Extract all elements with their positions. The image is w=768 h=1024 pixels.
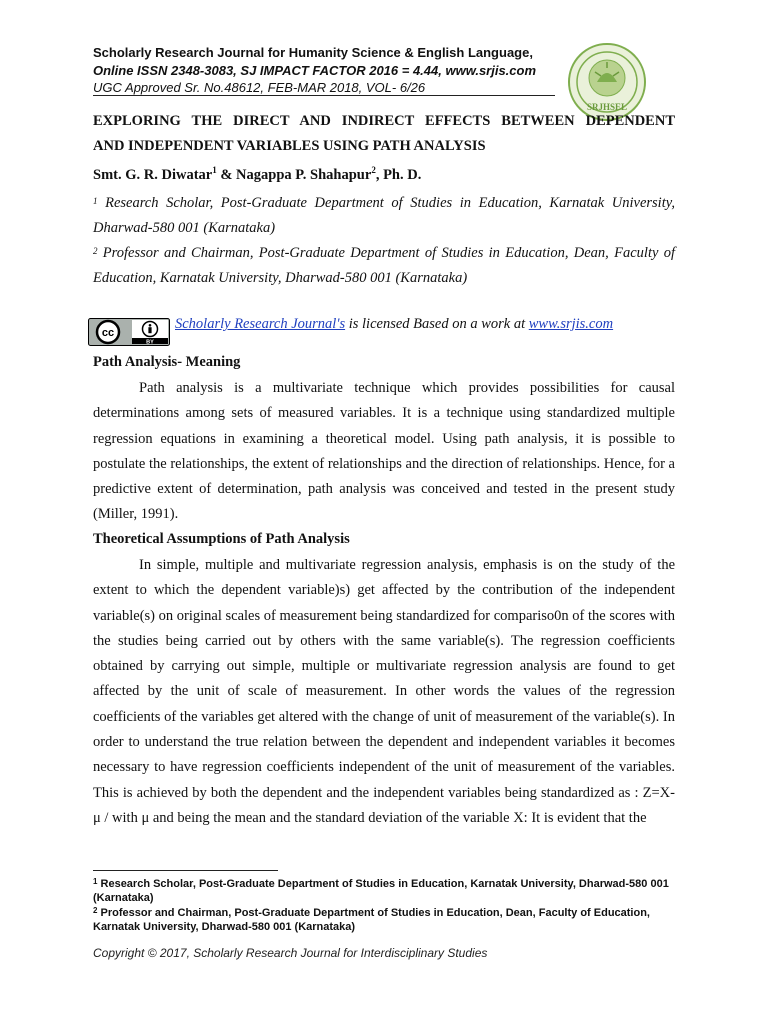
section-heading-path-analysis: Path Analysis- Meaning xyxy=(93,354,241,370)
affiliation-1-text: Research Scholar, Post-Graduate Department of Studies in Education, Karnatak University, Dharwad-580 001 (Karnataka) xyxy=(93,195,675,236)
seal-text: SRJHSEL xyxy=(586,102,628,112)
footnote-rule xyxy=(93,870,278,871)
footnote-1-mark: 1 xyxy=(93,877,98,886)
author-suffix: , Ph. D. xyxy=(375,167,422,183)
author-1: Smt. G. R. Diwatar xyxy=(93,167,213,183)
author-1-mark: 1 xyxy=(212,165,217,175)
copyright-footer: Copyright © 2017, Scholarly Research Journal for Interdisciplinary Studies xyxy=(93,946,488,960)
cc-by-label: BY xyxy=(146,339,154,346)
journal-link[interactable]: Scholarly Research Journal's xyxy=(175,316,346,332)
author-line xyxy=(93,167,421,184)
license-line xyxy=(175,316,613,333)
section-body-assumptions xyxy=(93,553,675,831)
cc-by-license-icon xyxy=(88,318,170,346)
affiliation-1 xyxy=(93,191,675,241)
footnote-2-mark: 2 xyxy=(93,906,98,915)
journal-issn: Online ISSN 2348-3083, SJ IMPACT FACTOR 2016 = 4.44, www.srjis.com xyxy=(93,63,537,78)
paragraph: In simple, multiple and multivariate regression analysis, emphasis is on the study of the extent to which the dependent variable)s) get affected by the contribution of the independent variable(s) on original scales of measurement being standardized for compariso0n of the scores with the studies being carried out by others with the same variable(s). The regression coefficients obtained by carrying out simple, multiple or multivariate regression analysis are found to get affected by the unit of scale of measurement. In other words the values of the regression coefficients of the variables get altered with the change of unit of measurement of the variable(s). In order to understand the true relation between the dependent and independent variables it becomes necessary to have regression coefficients independent of the unit of measurement of the variables. This is achieved by both the dependent and the independent variables being standardized as : Z=X-μ / with μ and being the mean and the standard deviation of the variable X: It is evident that the xyxy=(93,557,675,826)
affiliation-1-mark: 1 xyxy=(93,196,98,206)
website-link[interactable]: www.srjis.com xyxy=(528,316,614,332)
footnote-2 xyxy=(93,906,675,934)
paper-title xyxy=(93,109,675,159)
footnote-1-text: Research Scholar, Post-Graduate Department of Studies in Education, Karnatak University, Dharwad-580 001 (Karnataka) xyxy=(93,878,669,904)
paragraph: Path analysis is a multivariate technique which provides possibilities for causal determinations among sets of measured variables. It is a technique using standardized multiple regression equations in examining a theoretical model. Using path analysis, it is possible to postulate the relationships, the extent of relationships and the direction of relationships. Hence, for a predictive extent of determination, path analysis was conceived and tested in the present study (Miller, 1991). xyxy=(93,380,675,523)
title-line-2: AND INDEPENDENT VARIABLES USING PATH ANALYSIS xyxy=(93,138,486,154)
title-line-1: EXPLORING THE DIRECT AND INDIRECT EFFECTS BETWEEN DEPENDENT xyxy=(93,113,675,129)
author-2: & Nagappa P. Shahapur xyxy=(216,167,372,183)
affiliation-2-mark: 2 xyxy=(93,246,98,256)
section-heading-assumptions: Theoretical Assumptions of Path Analysis xyxy=(93,531,350,547)
journal-ugc: UGC Approved Sr. No.48612, FEB-MAR 2018, VOL- 6/26 xyxy=(93,80,426,95)
affiliation-2-text: Professor and Chairman, Post-Graduate Department of Studies in Education, Dean, Faculty of Education, Karnatak University, Dharwad-580 001 (Karnataka) xyxy=(93,245,675,286)
cc-symbol: cc xyxy=(101,327,115,339)
footnote-2-text: Professor and Chairman, Post-Graduate Department of Studies in Education, Dean, Faculty of Education, Karnatak University, Dharwad-580 001 (Karnataka) xyxy=(93,907,650,933)
footnote-1 xyxy=(93,877,675,905)
author-2-mark: 2 xyxy=(371,165,376,175)
header-rule xyxy=(93,95,555,96)
section-body-path-analysis xyxy=(93,376,675,528)
affiliation-2 xyxy=(93,241,675,291)
license-text: is licensed Based on a work at xyxy=(345,316,529,332)
journal-name: Scholarly Research Journal for Humanity Science & English Language, xyxy=(93,45,533,60)
